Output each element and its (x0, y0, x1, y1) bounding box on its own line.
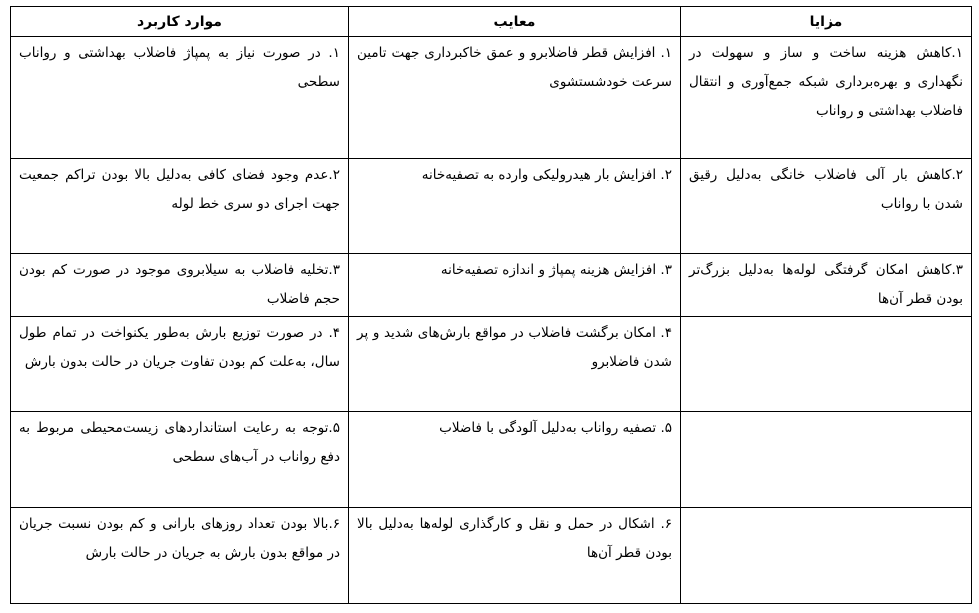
table-row (11, 254, 972, 317)
cell-application: ۶.بالا بودن تعداد روزهای بارانی و کم بودن نسبت جریان در مواقع بدون بارش به جریان در حالت بارش (11, 508, 349, 604)
cell-application: ۴. در صورت توزیع بارش به‌طور یکنواخت در تمام طول سال، به‌علت کم بودن تفاوت جریان در حالت بدون بارش (11, 317, 349, 412)
cell-application: ۲.عدم وجود فضای کافی به‌دلیل بالا بودن تراکم جمعیت جهت اجرای دو سری خط لوله (11, 159, 349, 254)
cell-application: ۱. در صورت نیاز به پمپاژ فاضلاب بهداشتی و رواناب سطحی (11, 37, 349, 159)
cell-application: ۵.توجه به رعایت استانداردهای زیست‌محیطی مربوط به دفع رواناب در آب‌های سطحی (11, 412, 349, 508)
table-header-row (11, 7, 972, 37)
cell-application: ۳.تخلیه فاضلاب به سیلابروی موجود در صورت کم بودن حجم فاضلاب (11, 254, 349, 317)
comparison-table (10, 6, 972, 604)
header-applications: موارد کاربرد (11, 7, 349, 37)
header-advantages: مزایا (681, 7, 972, 37)
cell-advantage (681, 412, 972, 508)
cell-disadvantage: ۶. اشکال در حمل و نقل و کارگذاری لوله‌ها به‌دلیل بالا بودن قطر آن‌ها (349, 508, 681, 604)
cell-advantage (681, 508, 972, 604)
cell-advantage: ۳.کاهش امکان گرفتگی لوله‌ها به‌دلیل بزرگ‌تر بودن قطر آن‌ها (681, 254, 972, 317)
cell-advantage: ۲.کاهش بار آلی فاضلاب خانگی به‌دلیل رقیق شدن با رواناب (681, 159, 972, 254)
cell-disadvantage: ۵. تصفیه رواناب به‌دلیل آلودگی با فاضلاب (349, 412, 681, 508)
cell-disadvantage: ۴. امکان برگشت فاضلاب در مواقع بارش‌های شدید و پر شدن فاضلابرو (349, 317, 681, 412)
table-row (11, 37, 972, 159)
cell-disadvantage: ۱. افزایش قطر فاضلابرو و عمق خاکبرداری جهت تامین سرعت خودشستشوی (349, 37, 681, 159)
table-row (11, 412, 972, 508)
header-disadvantages: معایب (349, 7, 681, 37)
table-row (11, 159, 972, 254)
cell-advantage (681, 317, 972, 412)
cell-advantage: ۱.کاهش هزینه ساخت و ساز و سهولت در نگهداری و بهره‌برداری شبکه جمع‌آوری و انتقال فاضلاب بهداشتی و رواناب (681, 37, 972, 159)
table-row (11, 508, 972, 604)
table-row (11, 317, 972, 412)
cell-disadvantage: ۲. افزایش بار هیدرولیکی وارده به تصفیه‌خانه (349, 159, 681, 254)
cell-disadvantage: ۳. افزایش هزینه پمپاژ و اندازه تصفیه‌خانه (349, 254, 681, 317)
